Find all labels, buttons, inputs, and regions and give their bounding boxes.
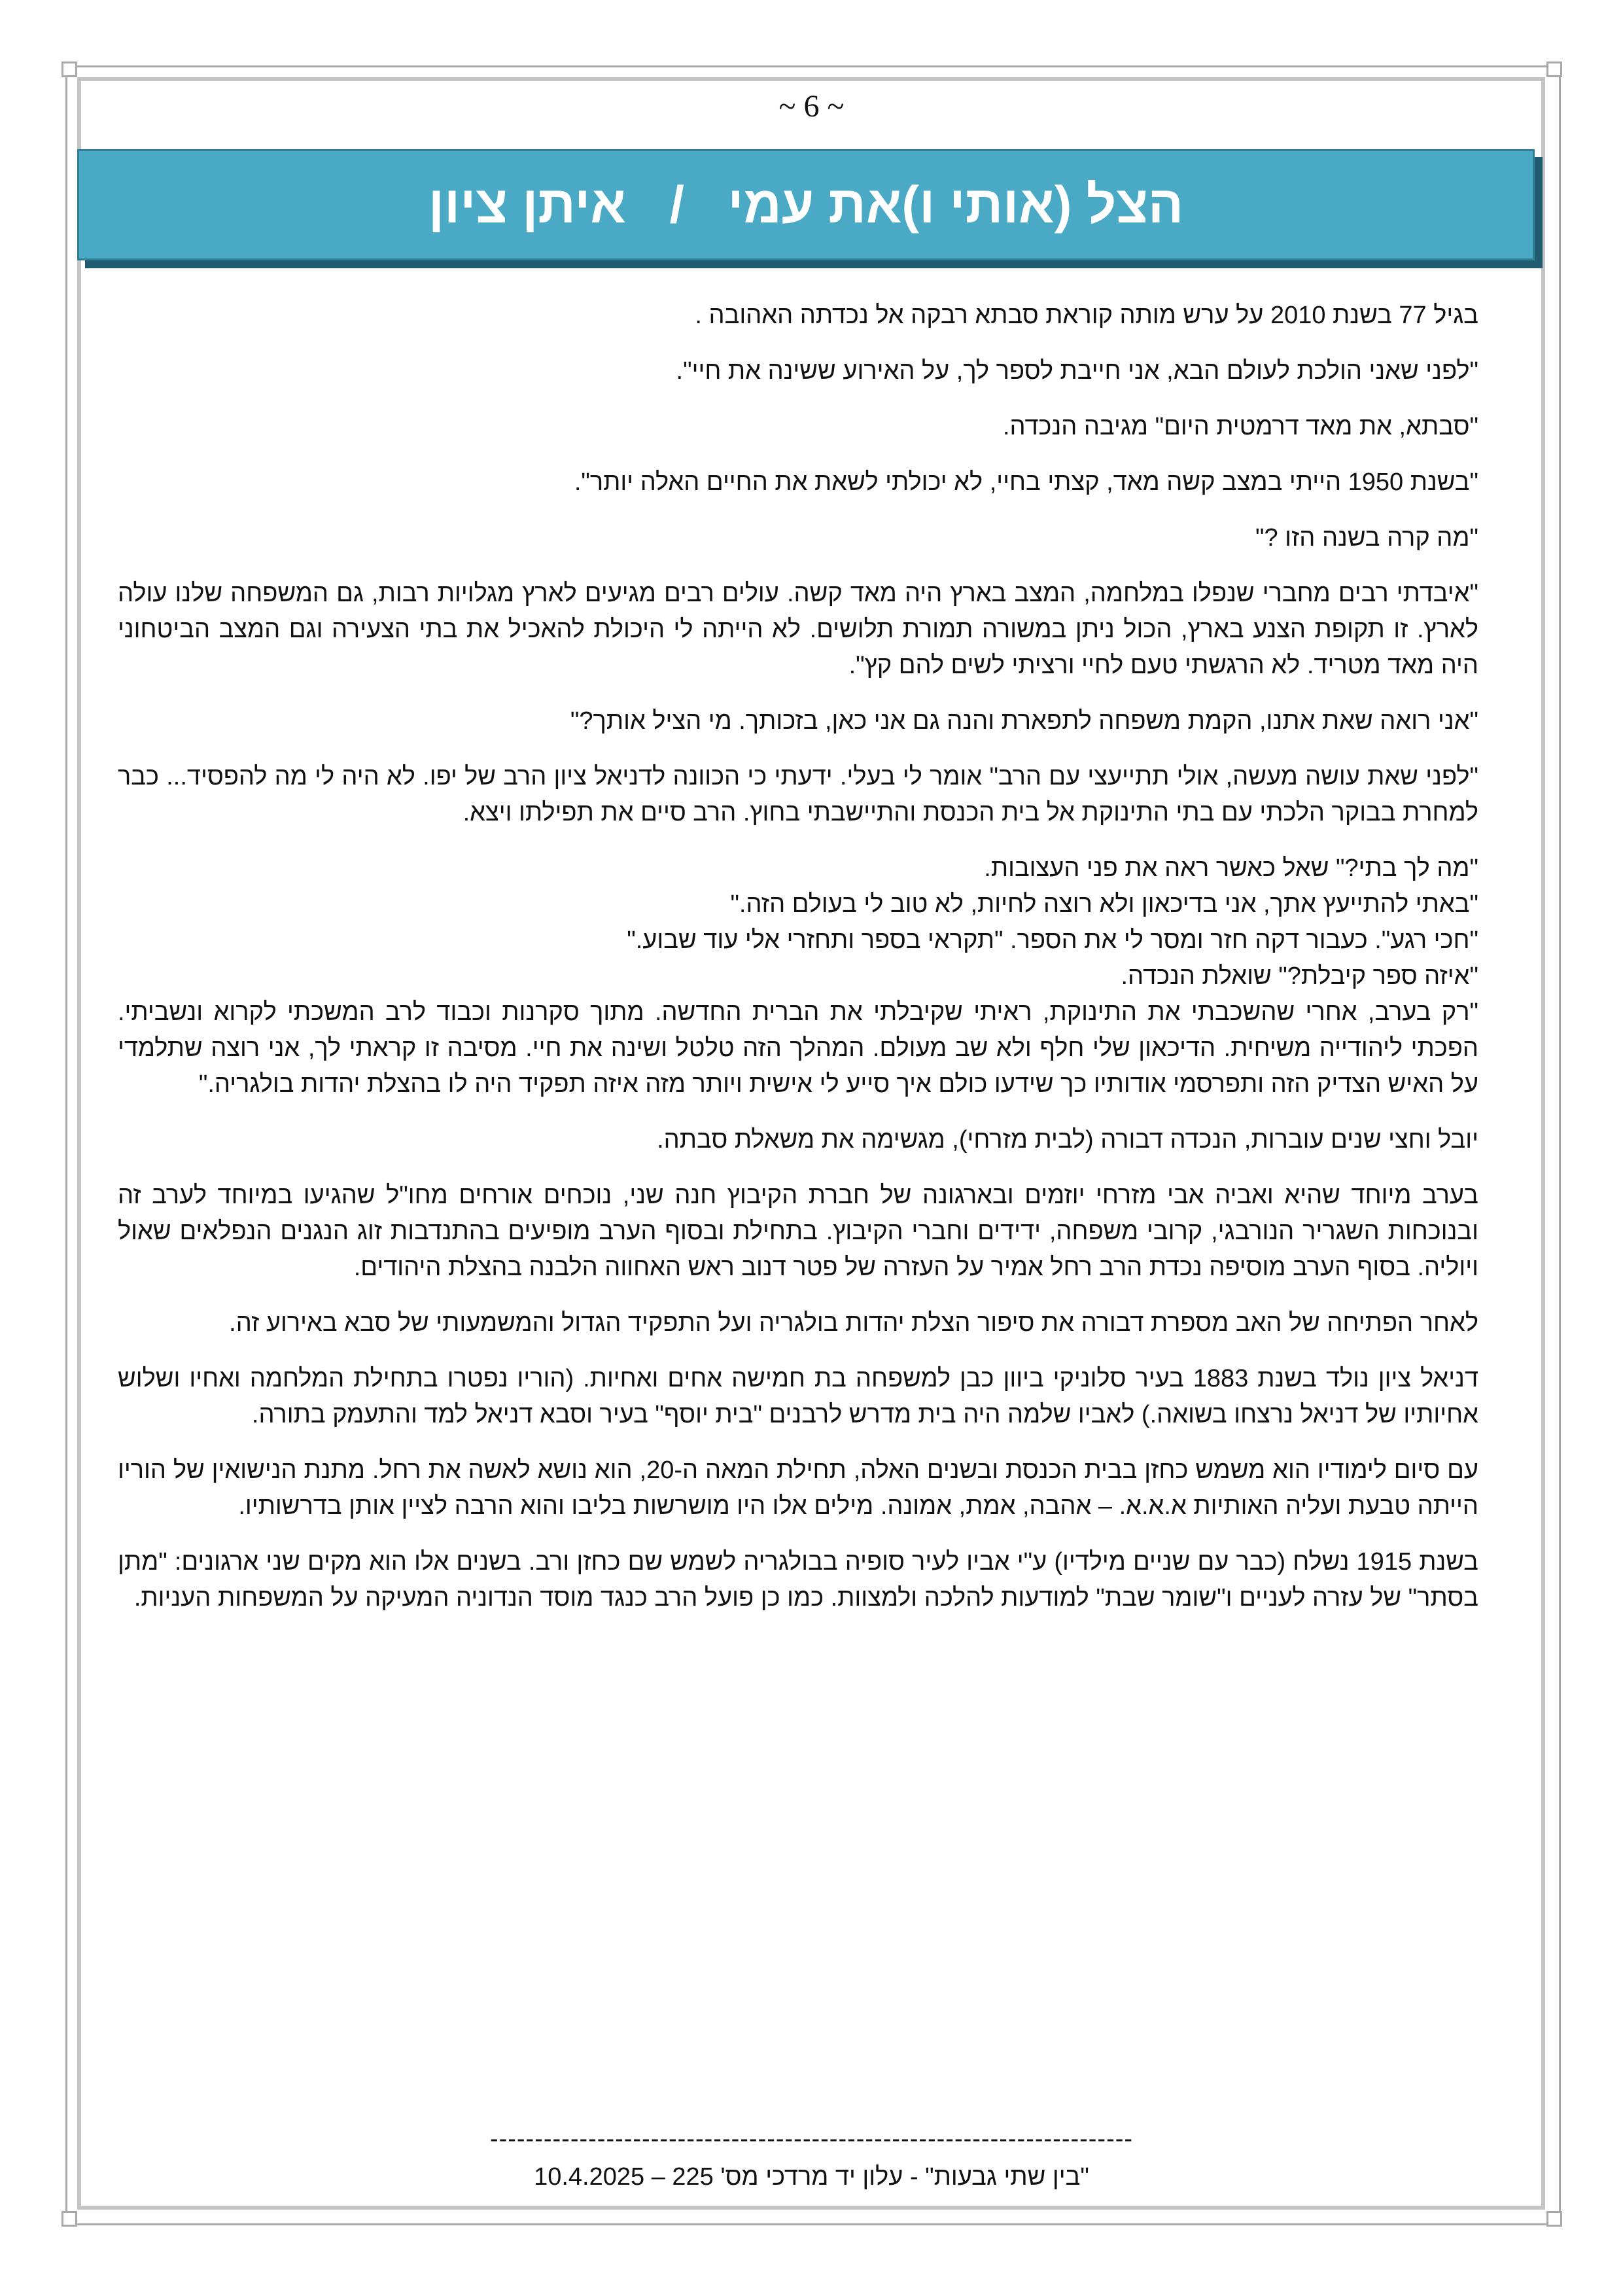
dialogue-line: "חכי רגע". כעבור דקה חזר ומסר לי את הספר. "תקראי בספר ותחזרי אלי עוד שבוע." (627, 927, 1478, 954)
paragraph: בשנת 1915 נשלח (כבר עם שניים מילדיו) ע"י אביו לעיר סופיה בבולגריה לשמש שם כחזן ורב. בשנים אלו הוא מקים שני ארגונים: "מתן בסתר" של עזרה לעניים ו"שומר שבת" למודעות להלכה ולמצוות. כמו כן פועל הרב כנגד מוסד הנדוניה המעיקה על המשפחות העניות. (118, 1548, 1478, 1612)
title-banner (77, 149, 1535, 260)
paragraph: לאחר הפתיחה של האב מספרת דבורה את סיפור הצלת יהדות בולגריה ועל התפקיד הגדול והמשמעותי של סבא באירוע זה. (229, 1309, 1478, 1337)
paragraph: "לפני שאני הולכת לעולם הבא, אני חייבת לספר לך, על האירוע ששינה את חיי". (676, 357, 1478, 385)
article-title: הצל (אותי ו)את עמי / איתן ציון (428, 175, 1184, 234)
page-number: ~ 6 ~ (778, 89, 845, 124)
frame-corner-bottom-left (61, 2211, 77, 2227)
page-footer (0, 2120, 1623, 2196)
dialogue-line: "רק בערב, אחרי שהשכבתי את התינוקת, ראיתי שקיבלתי את הברית החדשה. מתוך סקרנות וכבוד לרב המשכתי לקרוא ונשביתי. הפכתי ליהודייה משיחית. הדיכאון שלי חלף ולא שב מעולם. המהלך הזה טלטל ושינה את חיי. מסיבה זו קראתי לך, אני רוצה שתלמדי על האיש הצדיק הזה ותפרסמי אודותיו כך שידעו כולם איך סייע לי אישית ויותר מזה איזה תפקיד היה לו בהצלת יהדות בולגריה." (118, 998, 1478, 1098)
dialogue-line: "איזה ספר קיבלת?" שואלת הנכדה. (1121, 963, 1478, 990)
paragraph: עם סיום לימודיו הוא משמש כחזן בבית הכנסת ובשנים האלה, תחילת המאה ה-20, הוא נושא לאשה את רחל. מתנת הנישואין של הוריו הייתה טבעת ועליה האותיות א.א.א. – אהבה, אמת, אמונה. מילים אלו היו מושרשות בליבו והוא הרבה לציין אותן בדרשותיו. (118, 1457, 1479, 1520)
paragraph: "אני רואה שאת אתנו, הקמת משפחה לתפארת והנה גם אני כאן, בזכותך. מי הציל אותך?" (570, 707, 1478, 735)
frame-corner-top-right (1546, 62, 1562, 77)
footer-separator: ------------------------------------------------------------------------ (489, 2125, 1134, 2153)
dialogue-line: "באתי להתייעץ אתך, אני בדיכאון ולא רוצה לחיות, לא טוב לי בעולם הזה." (730, 891, 1478, 918)
paragraph: יובל וחצי שנים עוברות, הנכדה דבורה (לבית מזרחי), מגשימה את משאלת סבתה. (657, 1126, 1478, 1154)
article-body (118, 298, 1478, 1636)
paragraph: בערב מיוחד שהיא ואביה אבי מזרחי יוזמים ובארגונה של חברת הקיבוץ חנה שני, נוכחים אורחים מחו"ל שהגיעו במיוחד לערב זה ובנוכחות השגריר הנורבגי, קרובי משפחה, ידידים וחברי הקיבוץ. בתחילת ובסוף הערב מופיעים בהתנדבות זוג הנגנים הנפלאים שאול ויוליה. בסוף הערב מוסיפה נכדת הרב רחל אמיר על העזרה של פטר דנוב ראש האחווה הלבנה בהצלת היהודים. (118, 1182, 1478, 1281)
paragraph: "איבדתי רבים מחברי שנפלו במלחמה, המצב בארץ היה מאד קשה. עולים רבים מגיעים לארץ מגלויות רבות, גם המשפחה שלנו עולה לארץ. זו תקופת הצנע בארץ, הכול ניתן במשורה תמורת תלושים. לא הייתה לי היכולת להאכיל את בתי הצעירה וגם המצב הביטחוני היה מאד מטריד. לא הרגשתי טעם לחיי ורציתי לשים להם קץ". (118, 580, 1478, 679)
paragraph: "מה קרה בשנה הזו ?" (1255, 524, 1478, 552)
frame-corner-top-left (61, 62, 77, 77)
dialogue-line: "מה לך בתי?" שאל כאשר ראה את פני העצובות. (984, 855, 1478, 882)
paragraph: "לפני שאת עושה מעשה, אולי תתייעצי עם הרב" אומר לי בעלי. ידעתי כי הכוונה לדניאל ציון הרב של יפו. לא היה לי מה להפסיד... כבר למחרת בבוקר הלכתי עם בתי התינוקת אל בית הכנסת והתיישבתי בחוץ. הרב סיים את תפילתו ויצא. (118, 763, 1478, 826)
paragraph: "סבתא, את מאד דרמטית היום" מגיבה הנכדה. (1002, 413, 1478, 440)
footer-publication-line: "בין שתי גבעות" - עלון יד מרדכי מס' 225 – 10.4.2025 (534, 2163, 1089, 2191)
paragraph: "בשנת 1950 הייתי במצב קשה מאד, קצתי בחיי, לא יכולתי לשאת את החיים האלה יותר". (574, 468, 1478, 496)
frame-corner-bottom-right (1546, 2211, 1562, 2227)
paragraph: דניאל ציון נולד בשנת 1883 בעיר סלוניקי ביוון כבן למשפחה בת חמישה אחים ואחיות. (הוריו נפטרו בתחילת המלחמה ואחיו ושלוש אחיותיו של דניאל נרצחו בשואה.) לאביו שלמה היה בית מדרש לרבנים "בית יוסף" בעיר וסבא דניאל למד והתעמק בתורה. (118, 1365, 1478, 1428)
paragraph: בגיל 77 בשנת 2010 על ערש מותה קוראת סבתא רבקה אל נכדתה האהובה . (695, 302, 1478, 329)
